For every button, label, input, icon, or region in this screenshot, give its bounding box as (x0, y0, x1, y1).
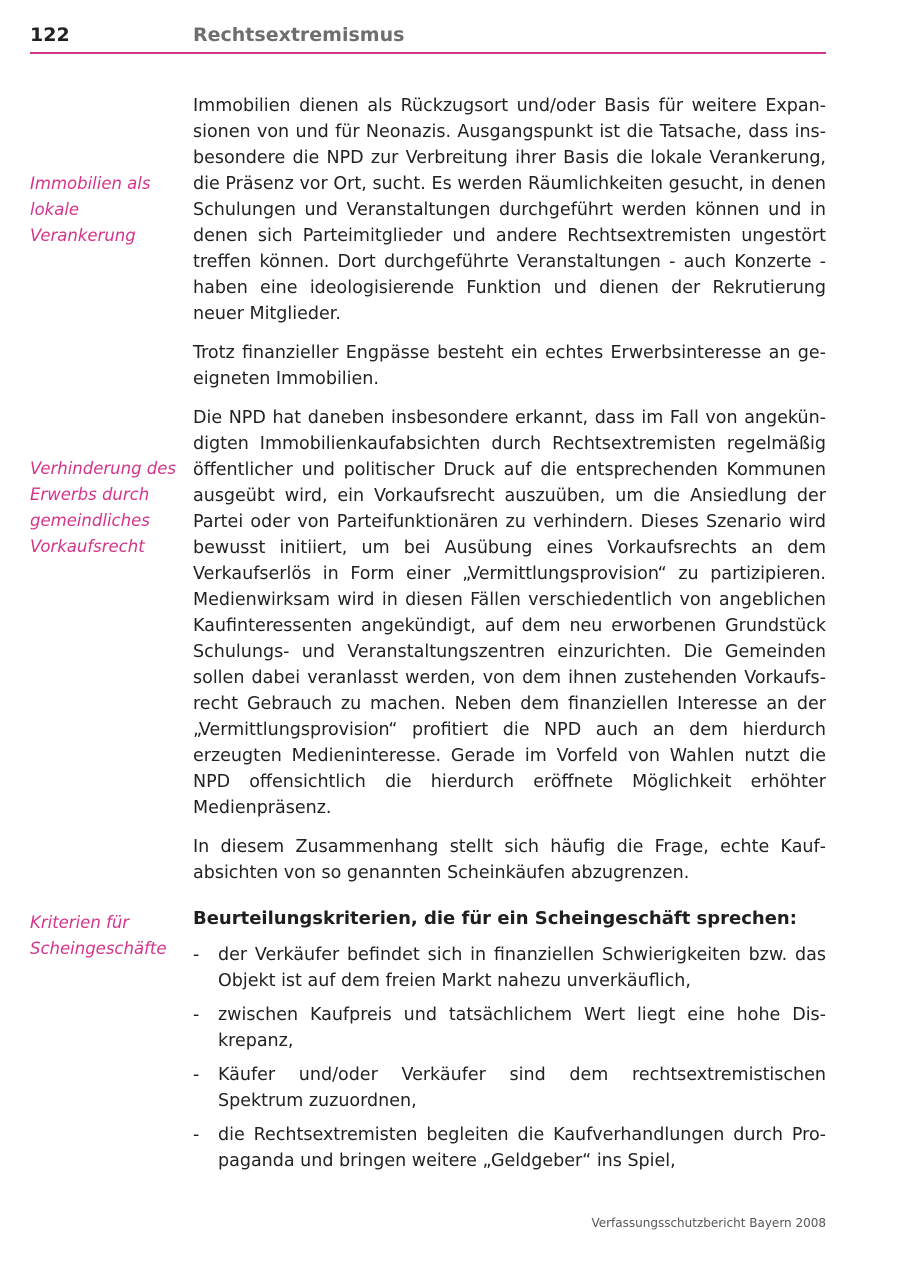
list-item-text: der Verkäufer befindet sich in finanziellen Schwierigkeiten bzw. das Objekt ist auf dem freien Markt nahezu unverkäuflich, (218, 945, 826, 991)
list-item (193, 1062, 826, 1114)
margin-note-immobilien: Immobilien als lokale Verankerung (30, 174, 151, 245)
list-item-text: zwischen Kaufpreis und tatsächlichem Wert liegt eine hohe Diskrepanz, (218, 1005, 826, 1051)
list-item (193, 1002, 826, 1054)
paragraph-immobilien: Immobilien dienen als Rückzugsort und/oder Basis für weitere Expansionen von und für Neonazis. Ausgangspunkt ist die Tatsache, dass insbesondere die NPD zur Verbreitung ihrer Basis die lokale Verankerung, die Präsenz vor Ort, sucht. Es werden Räumlichkeiten gesucht, in denen Schulungen und Veranstaltungen durchgeführt werden können und in denen sich Parteimitglieder und andere Rechtsextremisten ungestört treffen können. Dort durchgeführte Veranstaltungen - auch Konzerte - haben eine ideologisierende Funktion und dienen der Rekrutierung neuer Mitglieder. (193, 96, 826, 324)
paragraph-vorkaufsrecht: Die NPD hat daneben insbesondere erkannt, dass im Fall von angekündigten Immobilienkaufabsichten durch Rechtsextremisten regelmäßig öffentlicher und politischer Druck auf die entsprechenden Kommunen ausgeübt wird, ein Vorkaufsrecht auszuüben, um die Ansiedlung der Partei oder von Parteifunktionären zu verhindern. Dieses Szenario wird bewusst initiiert, um bei Ausübung eines Vorkaufsrechts an dem Verkaufserlös in Form einer „Vermittlungsprovision“ zu partizipieren. Medienwirksam wird in diesen Fällen verschiedentlich von angeblichen Kaufinteressenten angekündigt, auf dem neu erworbenen Grundstück Schulungs- und Veranstaltungszentren einzurichten. Die Gemeinden sollen dabei veranlasst werden, von dem ihnen zustehenden Vorkaufsrecht Gebrauch zu machen. Neben dem finanziellen Interesse an der „Vermittlungsprovision“ profitiert die NPD auch an dem hierdurch erzeugten Medieninteresse. Gerade im Vorfeld von Wahlen nutzt die NPD offensichtlich die hierdurch eröffnete Möglichkeit erhöhter Medienpräsenz. (193, 408, 826, 818)
bullet-dash: - (193, 1125, 200, 1145)
running-title: Rechtsextremismus (193, 24, 405, 46)
paragraph-scheinkaeufe: In diesem Zusammenhang stellt sich häufig die Frage, echte Kaufabsichten von so genannten Scheinkäufen abzugrenzen. (193, 837, 826, 883)
bullet-dash: - (193, 1005, 200, 1025)
header-divider (30, 52, 826, 54)
bullet-dash: - (193, 945, 200, 965)
list-item-text: die Rechtsextremisten begleiten die Kaufverhandlungen durch Propaganda und bringen weitere „Geldgeber“ ins Spiel, (218, 1125, 826, 1171)
list-item (193, 1122, 826, 1174)
section-subheading: Beurteilungskriterien, die für ein Scheingeschäft sprechen: (193, 908, 797, 929)
list-item-text: Käufer und/oder Verkäufer sind dem rechtsextremistischen Spektrum zuzuordnen, (218, 1065, 826, 1111)
page-header (30, 24, 826, 54)
main-text (193, 93, 826, 1182)
paragraph-erwerbsinteresse: Trotz finanzieller Engpässe besteht ein echtes Erwerbsinteresse an geeigneten Immobilien. (193, 343, 826, 389)
margin-note-scheingeschaefte: Kriterien für Scheingeschäfte (30, 913, 167, 958)
criteria-list (193, 942, 826, 1174)
bullet-dash: - (193, 1065, 200, 1085)
page-footer: Verfassungsschutzbericht Bayern 2008 (591, 1216, 826, 1230)
list-item (193, 942, 826, 994)
page-number: 122 (30, 24, 70, 46)
margin-note-vorkaufsrecht: Verhinderung des Erwerbs durch gemeindliches Vorkaufsrecht (30, 459, 177, 556)
